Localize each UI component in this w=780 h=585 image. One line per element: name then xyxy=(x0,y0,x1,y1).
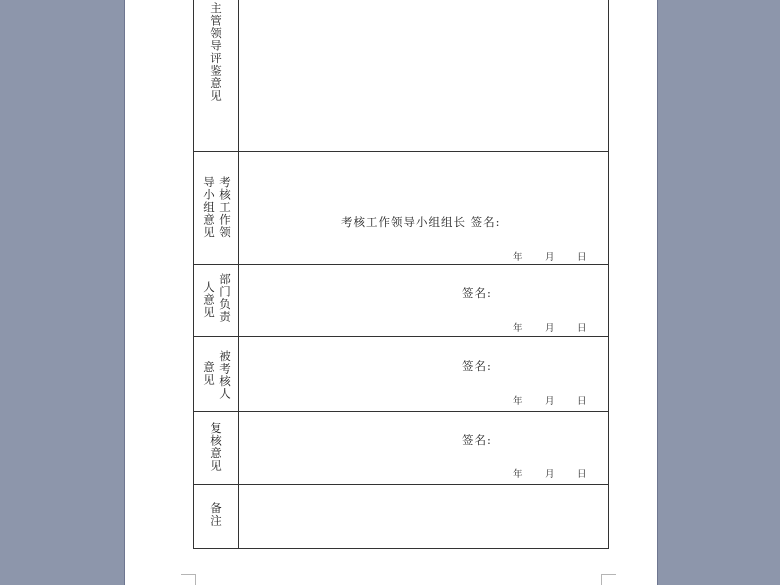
date-day: 日 xyxy=(577,323,587,334)
label-leader-group-line2: 导小组意见 xyxy=(202,176,216,239)
date-month: 月 xyxy=(545,252,555,263)
row-supervisor-opinion xyxy=(194,0,609,152)
label-assessee-line2: 意见 xyxy=(202,361,216,386)
assessee-signature-label: 签名: xyxy=(462,359,492,373)
label-cell-assessee xyxy=(194,337,239,412)
row-leader-group-opinion xyxy=(194,152,609,265)
review-signature-label: 签名: xyxy=(462,433,492,447)
date-month: 月 xyxy=(545,323,555,334)
page-corner-mark-left xyxy=(181,574,196,585)
label-leader-group-line1: 考核工作领 xyxy=(218,176,232,239)
label-department-line2: 人意见 xyxy=(202,281,216,319)
leader-group-opinion-field[interactable] xyxy=(239,152,609,265)
date-day: 日 xyxy=(577,252,587,263)
row-remarks xyxy=(194,485,609,549)
document-page xyxy=(124,0,658,585)
date-month: 月 xyxy=(545,396,555,407)
remarks-field[interactable] xyxy=(239,485,609,549)
assessee-opinion-field[interactable] xyxy=(239,337,609,412)
label-review-opinion: 复核意见 xyxy=(209,422,223,472)
date-year: 年 xyxy=(513,252,523,263)
department-signature-label: 签名: xyxy=(462,286,492,300)
label-assessee-line1: 被考核人 xyxy=(218,350,232,400)
row-review-opinion xyxy=(194,412,609,485)
date-day: 日 xyxy=(577,396,587,407)
label-cell-leader-group xyxy=(194,152,239,265)
page-corner-mark-right xyxy=(601,574,616,585)
leader-group-signature-label: 考核工作领导小组组长 签名: xyxy=(341,215,501,229)
label-cell-review xyxy=(194,412,239,485)
department-opinion-field[interactable] xyxy=(239,265,609,337)
label-cell-remarks xyxy=(194,485,239,549)
row-assessee-opinion xyxy=(194,337,609,412)
label-supervisor-opinion: 主管领导评鉴意见 xyxy=(209,2,223,102)
date-month: 月 xyxy=(545,469,555,480)
date-year: 年 xyxy=(513,323,523,334)
label-department-line1: 部门负责 xyxy=(218,273,232,323)
label-remarks: 备注 xyxy=(209,502,223,527)
supervisor-opinion-field[interactable] xyxy=(239,0,609,152)
date-year: 年 xyxy=(513,469,523,480)
row-department-opinion xyxy=(194,265,609,337)
label-cell-supervisor xyxy=(194,0,239,152)
date-day: 日 xyxy=(577,469,587,480)
review-opinion-field[interactable] xyxy=(239,412,609,485)
date-year: 年 xyxy=(513,396,523,407)
assessment-form-table xyxy=(193,0,609,549)
label-cell-department xyxy=(194,265,239,337)
